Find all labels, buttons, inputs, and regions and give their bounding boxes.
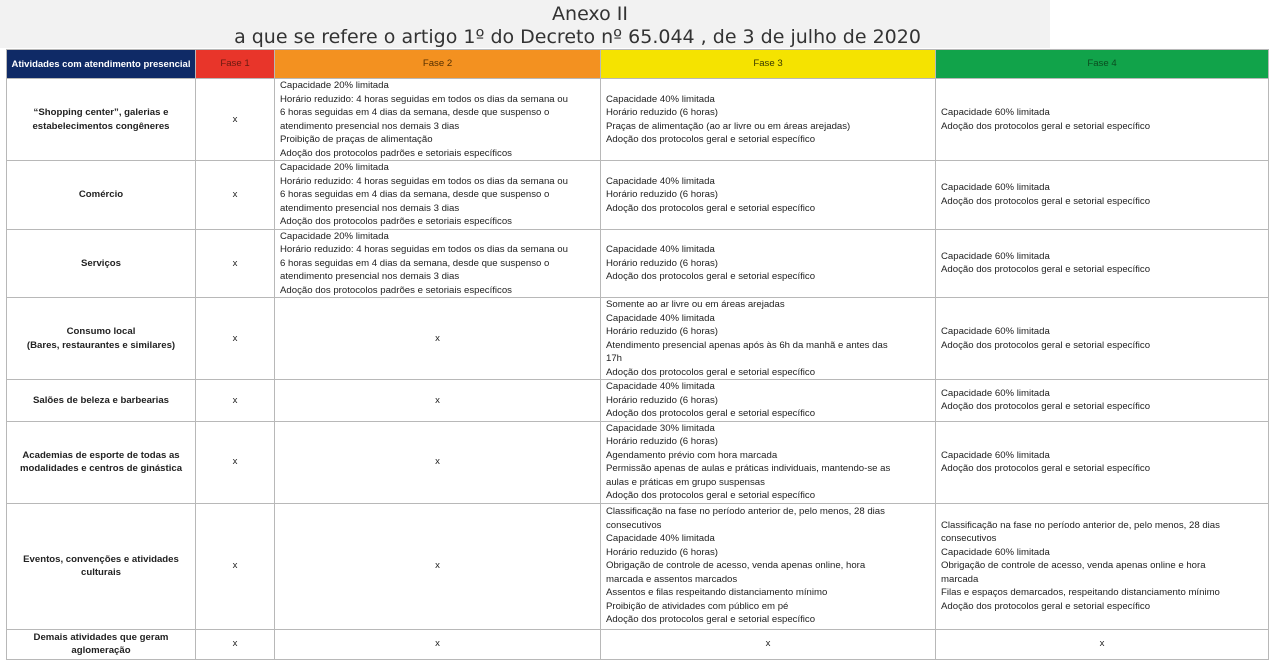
cell-line: Agendamento prévio com hora marcada	[606, 449, 778, 461]
cell-line: Capacidade 60% limitada	[941, 107, 1050, 118]
cell-line: Adoção dos protocolos geral e setorial específico	[941, 120, 1151, 132]
table-body	[7, 79, 1269, 660]
cell-line: Consumo local	[66, 326, 136, 337]
cell-line: Capacidade 60% limitada	[941, 546, 1050, 558]
cell-line: Horário reduzido: 4 horas seguidas em todos os dias da semana ou	[280, 175, 568, 187]
cell-line: Capacidade 60% limitada	[941, 387, 1050, 399]
cell-line: Capacidade 40% limitada	[606, 93, 715, 105]
cell-line: Horário reduzido (6 horas)	[606, 326, 718, 337]
cell-line: Horário reduzido (6 horas)	[606, 394, 718, 406]
cell-line: Atendimento presencial apenas após às 6h da manhã e antes das	[606, 339, 888, 351]
cell-line: Adoção dos protocolos geral e setorial específico	[941, 264, 1151, 276]
cell-line: Capacidade 40% limitada	[606, 381, 715, 392]
cell-line: Capacidade 20% limitada	[280, 230, 389, 242]
cell-line: Horário reduzido (6 horas)	[606, 107, 718, 118]
table-row	[7, 380, 1269, 422]
fase3-cell	[601, 503, 936, 629]
fase1-cell: x	[196, 161, 275, 230]
fase3-cell	[601, 229, 936, 298]
cell-line: x	[1099, 638, 1105, 650]
cell-line: Horário reduzido (6 horas)	[606, 436, 718, 447]
activity-cell	[7, 79, 196, 161]
fase2-cell	[275, 380, 601, 422]
cell-line: Classificação na fase no período anterior de, pelo menos, 28 dias	[941, 519, 1220, 531]
fase4-cell	[936, 503, 1269, 629]
activity-cell	[7, 229, 196, 298]
fase1-cell: x	[196, 298, 275, 380]
fase3-cell	[601, 79, 936, 161]
cell-line: Adoção dos protocolos geral e setorial específico	[941, 463, 1151, 474]
fase2-cell	[275, 229, 601, 298]
fase4-cell	[936, 380, 1269, 422]
cell-line: 6 horas seguidas em 4 dias da semana, desde que suspenso o	[280, 107, 550, 118]
cell-line: Proibição de praças de alimentação	[280, 134, 433, 145]
cell-line: Adoção dos protocolos padrões e setoriais específicos	[280, 147, 512, 159]
cell-line: Adoção dos protocolos geral e setorial específico	[941, 195, 1151, 207]
fase3-cell	[601, 380, 936, 422]
cell-line: atendimento presencial nos demais 3 dias	[280, 271, 460, 282]
table-row	[7, 229, 1269, 298]
cell-line: x	[435, 332, 440, 344]
cell-line: Adoção dos protocolos geral e setorial específico	[606, 134, 816, 145]
cell-line: 17h	[606, 353, 623, 364]
cell-line: Capacidade 60% limitada	[941, 250, 1050, 262]
cell-line: x	[435, 456, 440, 468]
cell-line: Classificação na fase no período anterior de, pelo menos, 28 dias	[606, 506, 885, 518]
fase2-cell	[275, 421, 601, 503]
cell-line: Permissão apenas de aulas e práticas individuais, mantendo-se as	[606, 463, 891, 474]
cell-line: Capacidade 30% limitada	[606, 422, 715, 434]
cell-line: Eventos, convenções e atividades	[23, 553, 179, 565]
fase1-cell: x	[196, 629, 275, 659]
table-row	[7, 421, 1269, 503]
cell-line: Comércio	[78, 189, 124, 200]
cell-line: marcada	[941, 573, 979, 585]
fase3-cell	[601, 298, 936, 380]
fase2-cell	[275, 79, 601, 161]
cell-line: Adoção dos protocolos geral e setorial específico	[941, 401, 1151, 413]
cell-line: atendimento presencial nos demais 3 dias	[280, 202, 460, 214]
cell-line: Horário reduzido (6 horas)	[606, 546, 718, 558]
fase2-cell	[275, 298, 601, 380]
cell-line: x	[435, 394, 440, 406]
cell-line: culturais	[81, 567, 121, 578]
fase4-cell	[936, 229, 1269, 298]
cell-line: Salões de beleza e barbearias	[33, 394, 169, 406]
cell-line: Adoção dos protocolos geral e setorial específico	[606, 271, 816, 282]
cell-line: “Shopping center”, galerias e	[33, 107, 169, 118]
fase1-cell: x	[196, 79, 275, 161]
cell-line: x	[435, 560, 440, 572]
cell-line: Demais atividades que geram	[33, 631, 169, 643]
cell-line: (Bares, restaurantes e similares)	[26, 339, 176, 351]
cell-line: Horário reduzido (6 horas)	[606, 189, 718, 200]
header-fase-2: Fase 2	[275, 50, 601, 79]
cell-line: Adoção dos protocolos geral e setorial específico	[941, 600, 1151, 612]
fase4-cell	[936, 298, 1269, 380]
cell-line: Adoção dos protocolos padrões e setoriais específicos	[280, 284, 512, 296]
cell-line: atendimento presencial nos demais 3 dias	[280, 120, 460, 132]
phases-table	[6, 49, 1269, 660]
cell-line: 6 horas seguidas em 4 dias da semana, desde que suspenso o	[280, 257, 550, 269]
cell-line: Capacidade 60% limitada	[941, 182, 1050, 194]
cell-line: Capacidade 60% limitada	[941, 449, 1050, 461]
cell-line: Capacidade 40% limitada	[606, 533, 715, 545]
cell-line: Adoção dos protocolos geral e setorial específico	[606, 366, 816, 378]
fase4-cell	[936, 79, 1269, 161]
activity-cell	[7, 421, 196, 503]
header-activity: Atividades com atendimento presencial	[7, 50, 196, 79]
cell-line: marcada e assentos marcados	[606, 573, 738, 585]
cell-line: Assentos e filas respeitando distanciamento mínimo	[606, 587, 828, 599]
fase2-cell	[275, 161, 601, 230]
cell-line: Capacidade 40% limitada	[606, 175, 715, 187]
cell-line: Adoção dos protocolos padrões e setoriais específicos	[280, 216, 512, 227]
cell-line: Capacidade 20% limitada	[280, 162, 389, 173]
fase3-cell	[601, 161, 936, 230]
cell-line: Adoção dos protocolos geral e setorial específico	[941, 339, 1151, 351]
cell-line: aulas e práticas em grupo suspensas	[606, 476, 765, 488]
cell-line: Praças de alimentação (ao ar livre ou em áreas arejadas)	[606, 120, 851, 132]
fase4-cell	[936, 161, 1269, 230]
cell-line: x	[765, 638, 771, 650]
cell-line: Capacidade 40% limitada	[606, 244, 715, 255]
cell-line: Horário reduzido: 4 horas seguidas em todos os dias da semana ou	[280, 244, 568, 255]
cell-line: aglomeração	[71, 645, 131, 656]
activity-cell	[7, 161, 196, 230]
cell-line: Adoção dos protocolos geral e setorial específico	[606, 490, 816, 501]
cell-line: 6 horas seguidas em 4 dias da semana, desde que suspenso o	[280, 189, 550, 200]
table-row	[7, 79, 1269, 161]
cell-line: Horário reduzido: 4 horas seguidas em todos os dias da semana ou	[280, 93, 568, 105]
fase3-cell	[601, 421, 936, 503]
cell-line: Capacidade 20% limitada	[280, 80, 389, 91]
cell-line: Adoção dos protocolos geral e setorial específico	[606, 202, 816, 214]
table-row	[7, 503, 1269, 629]
cell-line: consecutivos	[941, 533, 997, 545]
header-fase-4: Fase 4	[936, 50, 1269, 79]
activity-cell	[7, 503, 196, 629]
cell-line: Proibição de atividades com público em pé	[606, 600, 789, 612]
activity-cell	[7, 380, 196, 422]
cell-line: Adoção dos protocolos geral e setorial específico	[606, 408, 816, 419]
cell-line: Capacidade 40% limitada	[606, 312, 715, 324]
cell-line: Adoção dos protocolos geral e setorial específico	[606, 614, 816, 626]
table-header-row	[7, 50, 1269, 79]
fase1-cell: x	[196, 229, 275, 298]
fase1-cell: x	[196, 380, 275, 422]
fase1-cell: x	[196, 503, 275, 629]
cell-line: Filas e espaços demarcados, respeitando distanciamento mínimo	[941, 587, 1220, 599]
annex-subtitle: a que se refere o artigo 1º do Decreto nº 65.044 , de 3 de julho de 2020	[234, 26, 921, 48]
fase4-cell	[936, 421, 1269, 503]
cell-line: Somente ao ar livre ou em áreas arejadas	[606, 299, 785, 310]
cell-line: estabelecimentos congêneres	[32, 120, 170, 132]
cell-line: Obrigação de controle de acesso, venda apenas online e hora	[941, 560, 1206, 572]
cell-line: x	[435, 638, 440, 650]
table-row	[7, 161, 1269, 230]
fase1-cell: x	[196, 421, 275, 503]
activity-cell	[7, 298, 196, 380]
cell-line: Obrigação de controle de acesso, venda apenas online, hora	[606, 560, 866, 572]
cell-line: consecutivos	[606, 519, 662, 531]
cell-line: Academias de esporte de todas as	[22, 449, 180, 461]
cell-line: Capacidade 60% limitada	[941, 326, 1050, 337]
header-fase-3: Fase 3	[601, 50, 936, 79]
annex-title: Anexo II	[552, 3, 628, 25]
table-row	[7, 298, 1269, 380]
cell-line: Horário reduzido (6 horas)	[606, 257, 718, 269]
cell-line: Serviços	[80, 257, 121, 269]
fase2-cell	[275, 503, 601, 629]
header-fase-1: Fase 1	[196, 50, 275, 79]
cell-line: modalidades e centros de ginástica	[19, 463, 183, 474]
